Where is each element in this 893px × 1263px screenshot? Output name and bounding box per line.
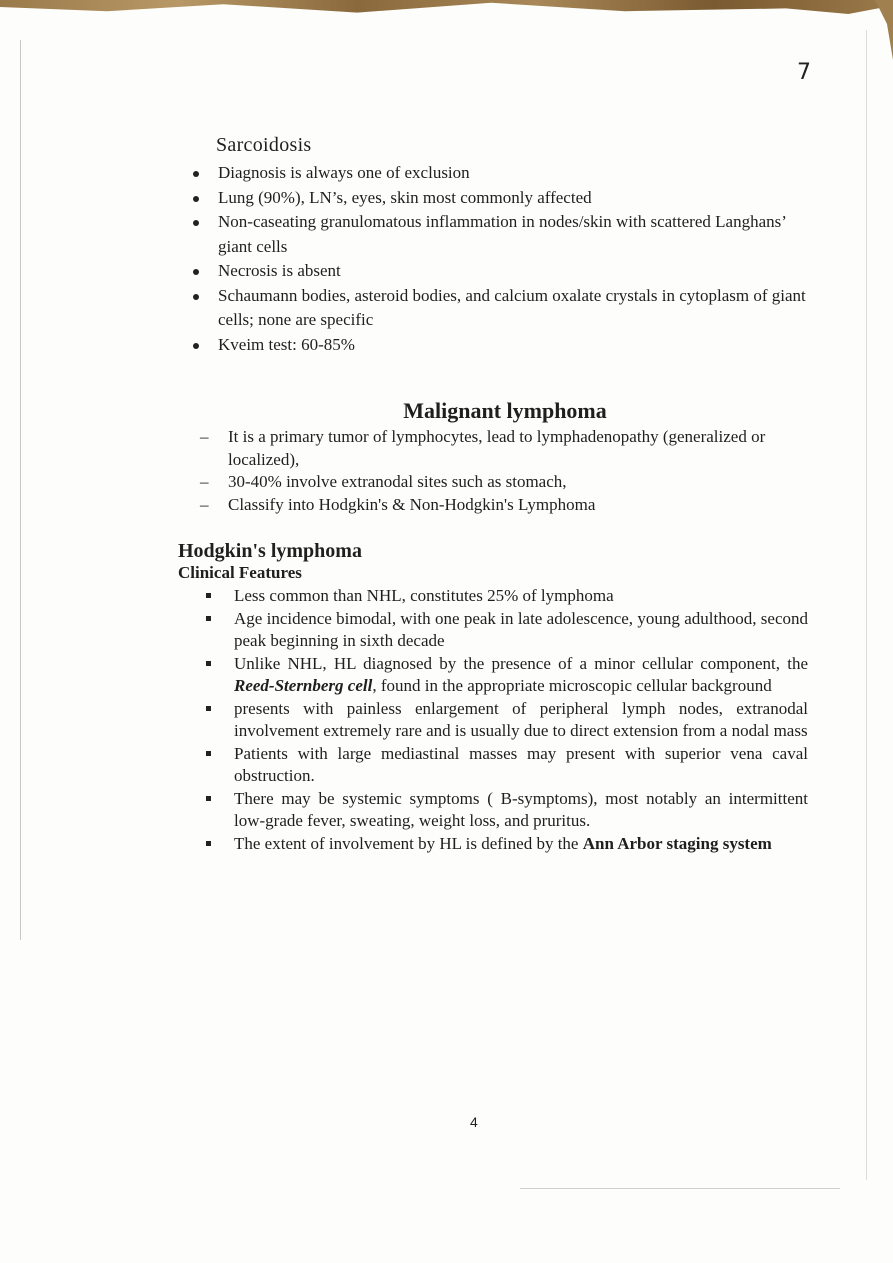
subsection-title-clinical-features: Clinical Features [178,563,302,582]
list-item: – It is a primary tumor of lymphocytes, lead to lymphadenopathy (generalized or localized), [200,426,810,471]
page-fold-line [20,40,21,940]
list-item [204,833,808,855]
list-item: Lung (90%), LN’s, eyes, skin most commonly affected [190,186,810,211]
list-item: Schaumann bodies, asteroid bodies, and calcium oxalate crystals in cytoplasm of giant cells; none are specific [190,284,810,333]
section-title-hodgkin: Hodgkin's lymphoma [178,540,362,562]
list-item: Patients with large mediastinal masses may present with superior vena caval obstruction. [204,743,808,787]
item-text: , found in the appropriate microscopic cellular background [372,676,772,695]
list-item: Less common than NHL, constitutes 25% of lymphoma [204,585,808,607]
malignant-lymphoma-section [200,398,810,516]
corner-mark: 7 [797,60,811,85]
list-item: There may be systemic symptoms ( B-symptoms), most notably an intermittent low-grade fever, sweating, weight loss, and pruritus. [204,788,808,832]
page-edge-line [866,30,867,1180]
item-text: Unlike NHL, HL diagnosed by the presence of a minor cellular component, the [234,654,808,673]
list-item: Kveim test: 60-85% [190,333,810,358]
list-item [204,653,808,697]
list-item: – 30-40% involve extranodal sites such as stomach, [200,471,810,494]
malignant-lymphoma-list [200,426,810,516]
sarcoidosis-list [190,161,810,357]
list-item: Non-caseating granulomatous inflammation in nodes/skin with scattered Langhans’ giant cells [190,210,810,259]
reed-sternberg-term: Reed-Sternberg cell [234,676,373,695]
sarcoidosis-section [190,134,810,357]
list-item: presents with painless enlargement of peripheral lymph nodes, extranodal involvement extremely rare and is usually due to direct extension from a nodal mass [204,698,808,742]
section-title-sarcoidosis: Sarcoidosis [216,134,312,156]
page-number: 4 [470,1114,478,1130]
section-title-malignant-lymphoma: Malignant lymphoma [403,398,607,423]
bottom-edge-line [520,1188,840,1189]
list-item: – Classify into Hodgkin's & Non-Hodgkin's Lymphoma [200,494,810,517]
clinical-features-list [204,585,808,855]
hodgkin-section [178,540,808,856]
list-item: Diagnosis is always one of exclusion [190,161,810,186]
ann-arbor-term: Ann Arbor staging system [582,834,772,853]
list-item: Age incidence bimodal, with one peak in late adolescence, young adulthood, second peak beginning in sixth decade [204,608,808,652]
list-item: Necrosis is absent [190,259,810,284]
torn-edge-top [0,0,893,14]
item-text: The extent of involvement by HL is defined by the [234,834,583,853]
